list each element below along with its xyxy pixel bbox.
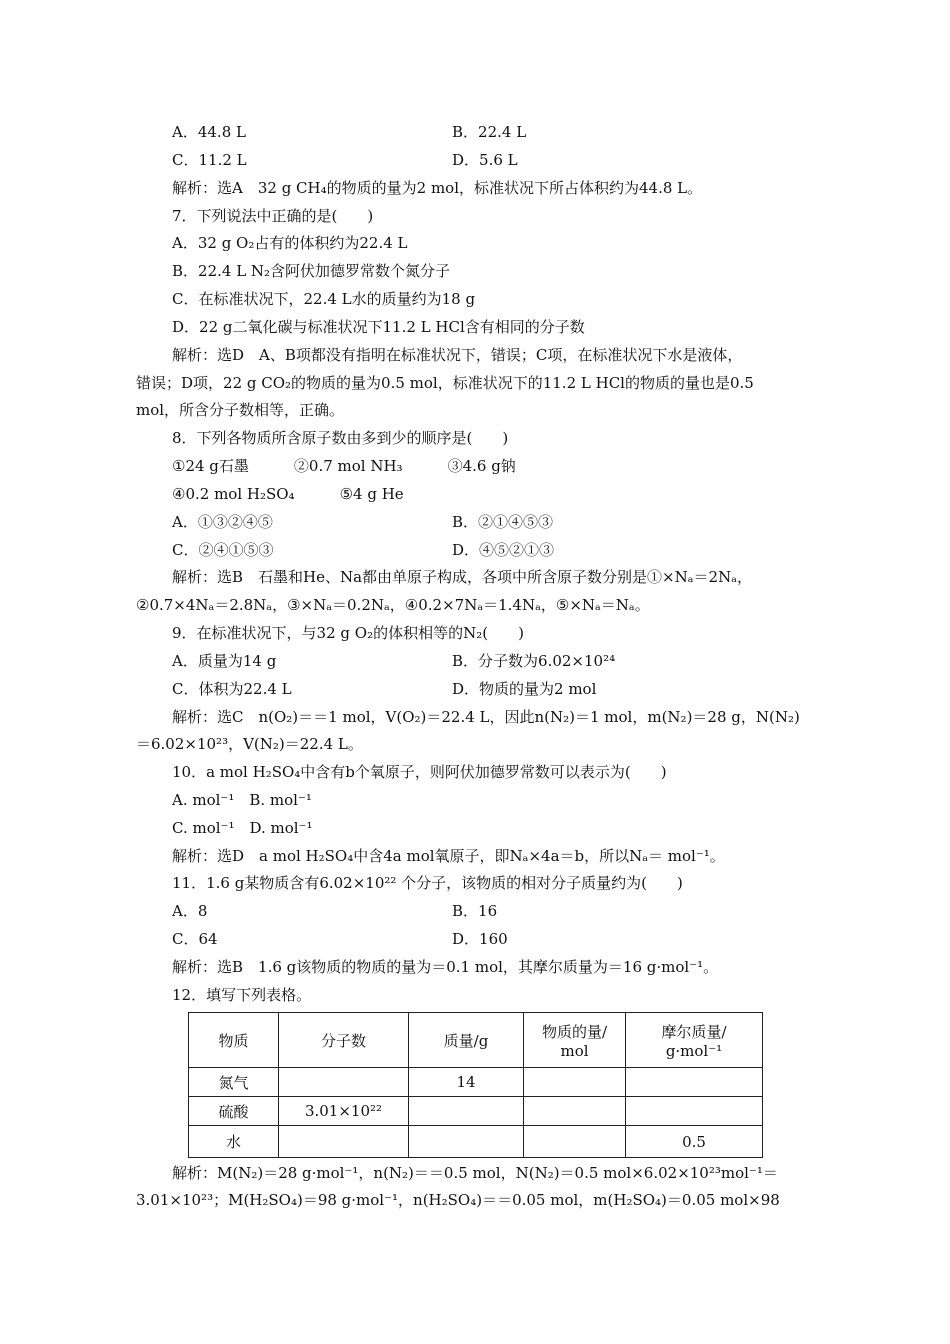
analysis-12-line2: 3.01×10²³；M(H₂SO₄)＝98 g·mol⁻¹，n(H₂SO₄)＝＝0.05 mol，m(H₂SO₄)＝0.05 mol×98 — [136, 1191, 780, 1209]
table-cell — [524, 1068, 626, 1097]
table-row — [189, 1097, 763, 1126]
header-mass: 质量/g — [409, 1013, 524, 1068]
option-8d: D．④⑤②①③ — [452, 541, 555, 559]
table-cell: 硫酸 — [189, 1097, 279, 1126]
option-8a: A．①③②④⑤ — [172, 513, 273, 531]
table-row — [189, 1068, 763, 1097]
table-cell — [524, 1126, 626, 1158]
table-cell — [409, 1126, 524, 1158]
option-6d: D．5.6 L — [452, 151, 518, 169]
question-10: 10．a mol H₂SO₄中含有b个氧原子，则阿伏加德罗常数可以表示为( ) — [172, 763, 667, 781]
option-9d: D．物质的量为2 mol — [452, 680, 597, 698]
analysis-7-line3: mol，所含分子数相等，正确。 — [136, 401, 345, 419]
option-8b: B．②①④⑤③ — [452, 513, 554, 531]
table-cell: 水 — [189, 1126, 279, 1158]
option-7d: D．22 g二氧化碳与标准状况下11.2 L HCl含有相同的分子数 — [172, 318, 585, 336]
options-10-ab: A. mol⁻¹ B. mol⁻¹ — [172, 791, 312, 809]
table-cell — [279, 1068, 409, 1097]
table-cell: 氮气 — [189, 1068, 279, 1097]
header-molar-mass: 摩尔质量/ g·mol⁻¹ — [626, 1013, 763, 1068]
analysis-12-line1: 解析：M(N₂)＝28 g·mol⁻¹，n(N₂)＝＝0.5 mol，N(N₂)＝0.5 mol×6.02×10²³mol⁻¹＝ — [172, 1164, 778, 1182]
table-cell — [626, 1068, 763, 1097]
table-cell: 14 — [409, 1068, 524, 1097]
option-9c: C．体积为22.4 L — [172, 680, 292, 698]
analysis-8-line1: 解析：选B 石墨和He、Na都由单原子构成，各项中所含原子数分别是①×Nₐ＝2Nₐ， — [172, 568, 752, 586]
question-7: 7．下列说法中正确的是( ) — [172, 207, 374, 225]
table-row — [189, 1126, 763, 1158]
table-cell — [626, 1097, 763, 1126]
analysis-10: 解析：选D a mol H₂SO₄中含4a mol氧原子，即Nₐ×4a＝b，所以Nₐ＝ mol⁻¹。 — [172, 847, 725, 865]
table-cell — [524, 1097, 626, 1126]
question-9: 9．在标准状况下，与32 g O₂的体积相等的N₂( ) — [172, 624, 524, 642]
option-9b: B．分子数为6.02×10²⁴ — [452, 652, 616, 670]
table-cell: 3.01×10²² — [279, 1097, 409, 1126]
substance-table — [188, 1012, 763, 1158]
options-10-cd: C. mol⁻¹ D. mol⁻¹ — [172, 819, 313, 837]
option-11a: A．8 — [172, 902, 208, 920]
question-8-items-1: ①24 g石墨 ②0.7 mol NH₃ ③4.6 g钠 — [172, 457, 516, 475]
option-7b: B．22.4 L N₂含阿伏加德罗常数个氮分子 — [172, 262, 451, 280]
question-8-items-2: ④0.2 mol H₂SO₄ ⑤4 g He — [172, 485, 404, 503]
option-7c: C．在标准状况下，22.4 L水的质量约为18 g — [172, 290, 476, 308]
option-11c: C．64 — [172, 930, 218, 948]
option-7a: A．32 g O₂占有的体积约为22.4 L — [172, 234, 408, 252]
table-cell: 0.5 — [626, 1126, 763, 1158]
analysis-7-line2: 错误；D项，22 g CO₂的物质的量为0.5 mol，标准状况下的11.2 L HCl的物质的量也是0.5 — [136, 374, 754, 392]
analysis-9-line2: ＝6.02×10²³，V(N₂)＝22.4 L。 — [136, 735, 363, 753]
header-substance: 物质 — [189, 1013, 279, 1068]
table-header-row — [189, 1013, 763, 1068]
analysis-8-line2: ②0.7×4Nₐ＝2.8Nₐ，③×Nₐ＝0.2Nₐ，④0.2×7Nₐ＝1.4Nₐ，⑤×Nₐ＝Nₐ。 — [136, 596, 650, 614]
analysis-7-line1: 解析：选D A、B项都没有指明在标准状况下，错误；C项，在标准状况下水是液体， — [172, 346, 743, 364]
analysis-6: 解析：选A 32 g CH₄的物质的量为2 mol，标准状况下所占体积约为44.8 L。 — [172, 179, 703, 197]
question-8: 8．下列各物质所含原子数由多到少的顺序是( ) — [172, 429, 509, 447]
analysis-9-line1: 解析：选C n(O₂)＝＝1 mol，V(O₂)＝22.4 L，因此n(N₂)＝1 mol，m(N₂)＝28 g，N(N₂) — [172, 708, 800, 726]
header-amount: 物质的量/ mol — [524, 1013, 626, 1068]
header-molecules: 分子数 — [279, 1013, 409, 1068]
option-6a: A．44.8 L — [172, 123, 246, 141]
question-12: 12．填写下列表格。 — [172, 986, 312, 1004]
option-9a: A．质量为14 g — [172, 652, 277, 670]
option-6b: B．22.4 L — [452, 123, 527, 141]
table-cell — [409, 1097, 524, 1126]
option-11d: D．160 — [452, 930, 508, 948]
option-6c: C．11.2 L — [172, 151, 247, 169]
question-11: 11．1.6 g某物质含有6.02×10²² 个分子，该物质的相对分子质量约为( ) — [172, 874, 683, 892]
option-11b: B．16 — [452, 902, 498, 920]
table-cell — [279, 1126, 409, 1158]
option-8c: C．②④①⑤③ — [172, 541, 274, 559]
analysis-11: 解析：选B 1.6 g该物质的物质的量为＝0.1 mol，其摩尔质量为＝16 g·mol⁻¹。 — [172, 958, 719, 976]
